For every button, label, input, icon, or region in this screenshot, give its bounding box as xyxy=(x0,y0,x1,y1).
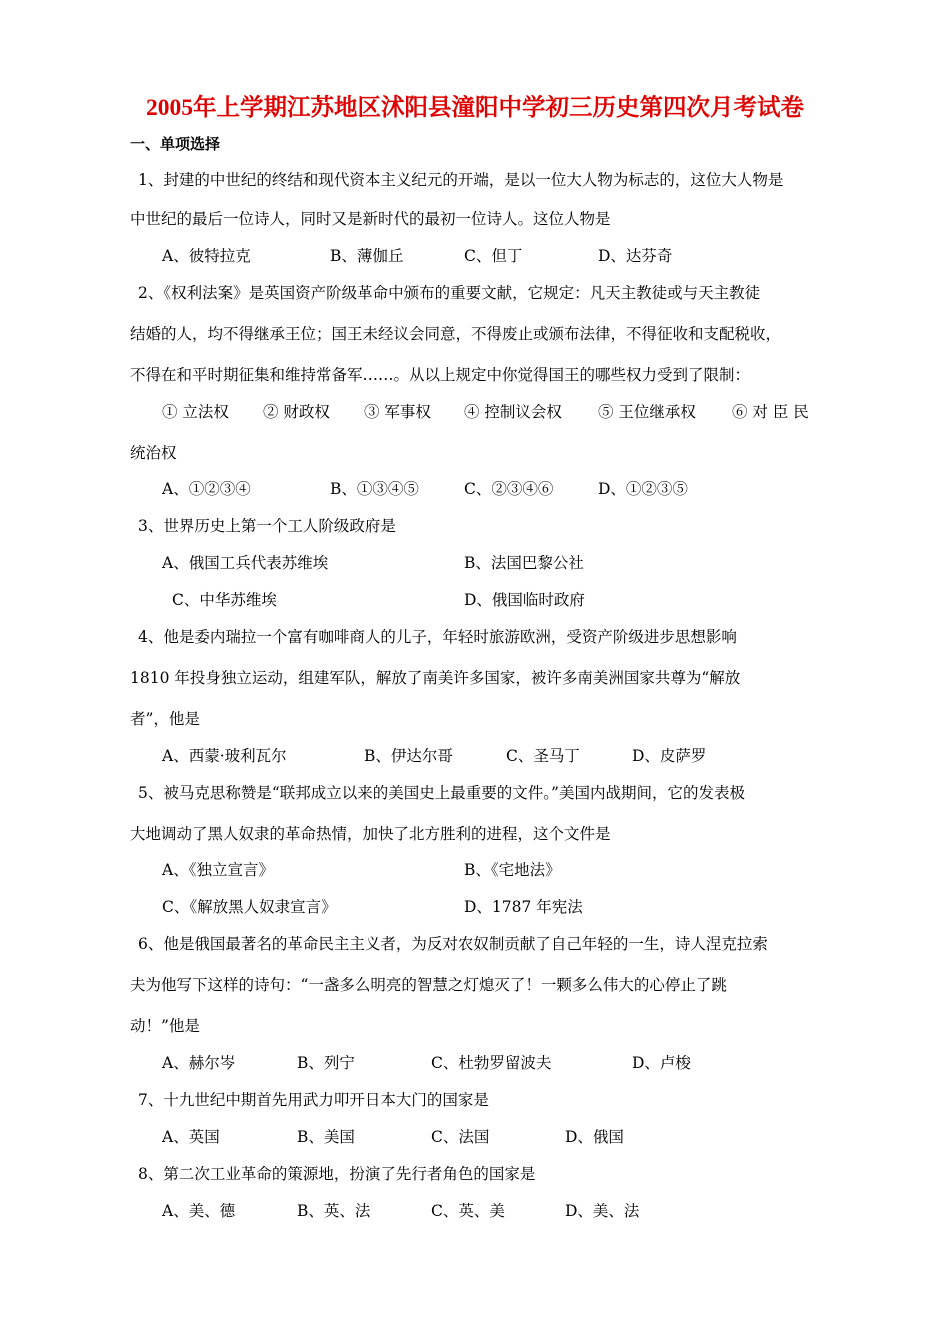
question-2-item-4: ④ 控制议会权 xyxy=(464,403,562,421)
question-1-option-d: D、达芬奇 xyxy=(598,247,673,265)
question-8-option-a: A、美、德 xyxy=(162,1202,236,1220)
question-6-option-b: B、列宁 xyxy=(297,1054,355,1072)
question-3-option-c: C、中华苏维埃 xyxy=(172,591,277,609)
question-1-option-c: C、但丁 xyxy=(464,247,523,265)
question-7-option-a: A、英国 xyxy=(162,1128,220,1146)
question-1-line-1: 1、封建的中世纪的终结和现代资本主义纪元的开端，是以一位大人物为标志的，这位大人物是 xyxy=(138,171,784,189)
question-2-line-3: 不得在和平时期征集和维持常备军……。从以上规定中你觉得国王的哪些权力受到了限制： xyxy=(130,366,751,384)
question-4-option-a: A、西蒙·玻利瓦尔 xyxy=(162,747,287,765)
question-7-option-d: D、俄国 xyxy=(565,1128,624,1146)
question-5-option-b: B、《宅地法》 xyxy=(464,861,561,879)
question-5-line-1: 5、被马克思称赞是“联邦成立以来的美国史上最重要的文件。”美国内战期间，它的发表极 xyxy=(138,784,745,802)
question-2-item-cont: 统治权 xyxy=(130,444,177,462)
question-7-line-1: 7、十九世纪中期首先用武力叩开日本大门的国家是 xyxy=(138,1091,489,1109)
question-6-line-1: 6、他是俄国最著名的革命民主主义者，为反对农奴制贡献了自己年轻的一生，诗人涅克拉索 xyxy=(138,935,768,953)
question-4-option-b: B、伊达尔哥 xyxy=(364,747,453,765)
question-3-option-a: A、俄国工兵代表苏维埃 xyxy=(162,554,329,572)
section-heading: 一、单项选择 xyxy=(130,135,221,153)
question-8-option-b: B、英、法 xyxy=(297,1202,371,1220)
question-6-option-c: C、杜勃罗留波夫 xyxy=(431,1054,552,1072)
question-3-line-1: 3、世界历史上第一个工人阶级政府是 xyxy=(138,517,396,535)
question-2-option-b: B、①③④⑤ xyxy=(330,480,419,498)
question-7-option-c: C、法国 xyxy=(431,1128,490,1146)
question-7-option-b: B、美国 xyxy=(297,1128,355,1146)
question-5-option-c: C、《解放黑人奴隶宣言》 xyxy=(162,898,337,916)
question-5-option-a: A、《独立宣言》 xyxy=(162,861,274,879)
question-6-line-3: 动！”他是 xyxy=(130,1017,200,1035)
question-5-line-2: 大地调动了黑人奴隶的革命热情，加快了北方胜利的进程，这个文件是 xyxy=(130,825,611,843)
question-2-item-1: ① 立法权 xyxy=(162,403,229,421)
question-8-option-d: D、美、法 xyxy=(565,1202,640,1220)
page-title: 2005年上学期江苏地区沭阳县潼阳中学初三历史第四次月考试卷 xyxy=(146,95,804,121)
question-2-option-a: A、①②③④ xyxy=(162,480,251,498)
question-2-item-3: ③ 军事权 xyxy=(364,403,431,421)
question-2-item-5: ⑤ 王位继承权 xyxy=(598,403,696,421)
question-1-line-2: 中世纪的最后一位诗人，同时又是新时代的最初一位诗人。这位人物是 xyxy=(130,210,611,228)
question-4-line-3: 者”，他是 xyxy=(130,710,200,728)
question-3-option-d: D、俄国临时政府 xyxy=(464,591,585,609)
question-3-option-b: B、法国巴黎公社 xyxy=(464,554,584,572)
question-8-option-c: C、英、美 xyxy=(431,1202,505,1220)
question-4-line-1: 4、他是委内瑞拉一个富有咖啡商人的儿子，年轻时旅游欧洲，受资产阶级进步思想影响 xyxy=(138,628,737,646)
question-4-line-2: 1810 年投身独立运动，组建军队，解放了南美许多国家，被许多南美洲国家共尊为“解放 xyxy=(130,669,741,687)
question-4-option-d: D、皮萨罗 xyxy=(632,747,707,765)
question-6-line-2: 夫为他写下这样的诗句：“一盏多么明亮的智慧之灯熄灭了！一颗多么伟大的心停止了跳 xyxy=(130,976,727,994)
question-8-line-1: 8、第二次工业革命的策源地，扮演了先行者角色的国家是 xyxy=(138,1165,536,1183)
question-2-item-6: ⑥ 对 臣 民 xyxy=(732,403,809,421)
question-2-line-2: 结婚的人，均不得继承王位；国王未经议会同意，不得废止或颁布法律，不得征收和支配税收， xyxy=(130,325,782,343)
question-2-item-2: ② 财政权 xyxy=(263,403,330,421)
question-4-option-c: C、圣马丁 xyxy=(506,747,580,765)
question-2-option-c: C、②③④⑥ xyxy=(464,480,554,498)
question-6-option-a: A、赫尔岑 xyxy=(162,1054,236,1072)
question-6-option-d: D、卢梭 xyxy=(632,1054,691,1072)
question-1-option-a: A、彼特拉克 xyxy=(162,247,251,265)
question-1-option-b: B、薄伽丘 xyxy=(330,247,404,265)
question-5-option-d: D、1787 年宪法 xyxy=(464,898,583,916)
question-2-line-1: 2、《权利法案》是英国资产阶级革命中颁布的重要文献，它规定：凡天主教徒或与天主教徒 xyxy=(138,284,761,302)
question-2-option-d: D、①②③⑤ xyxy=(598,480,688,498)
